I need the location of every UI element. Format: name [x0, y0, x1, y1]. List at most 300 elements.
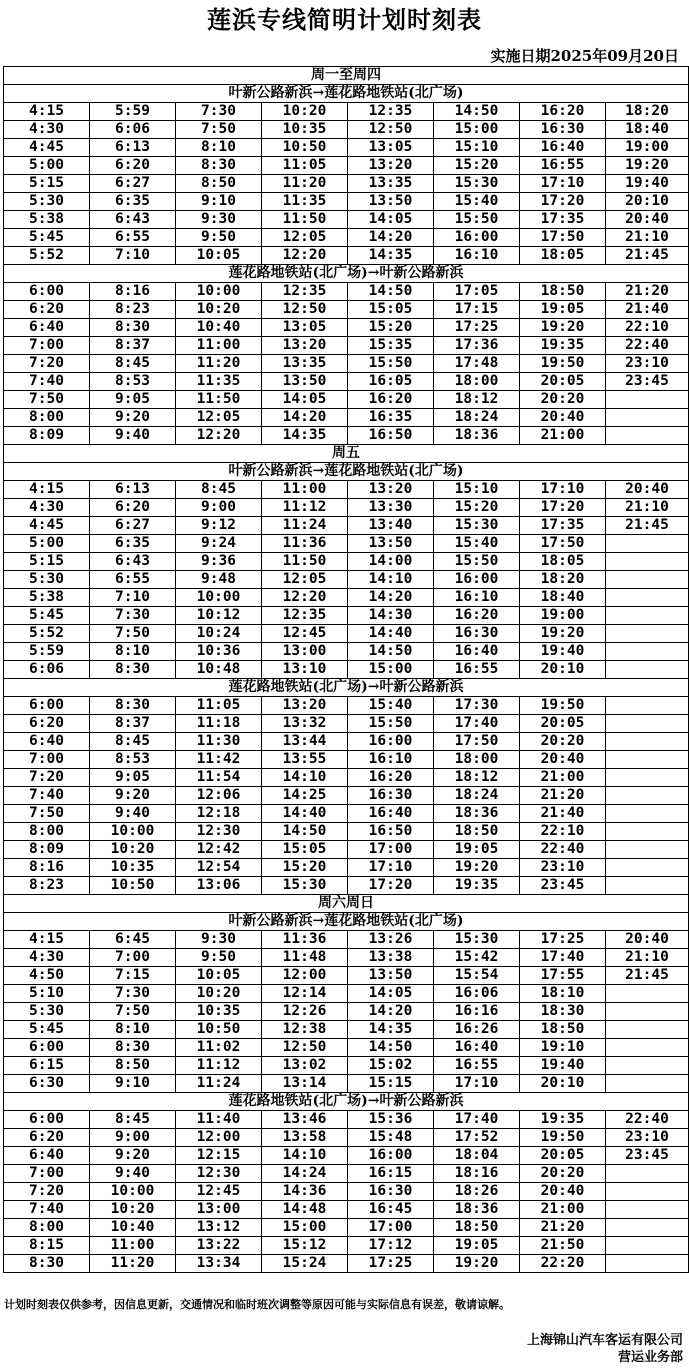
- departure-time-cell: 12:35: [262, 283, 348, 301]
- departure-time-cell: 23:45: [606, 373, 689, 391]
- departure-time-cell: [606, 1003, 689, 1021]
- departure-time-cell: 11:02: [176, 1039, 262, 1057]
- departure-time-cell: 17:40: [520, 949, 606, 967]
- departure-time-cell: 10:40: [90, 1219, 176, 1237]
- departure-time-cell: 6:13: [90, 481, 176, 499]
- departure-time-cell: 12:50: [262, 1039, 348, 1057]
- departure-time-cell: 7:20: [4, 1183, 90, 1201]
- departure-time-cell: 18:24: [434, 409, 520, 427]
- departure-time-cell: 11:50: [262, 553, 348, 571]
- departure-time-cell: 4:15: [4, 481, 90, 499]
- departure-time-cell: 16:40: [520, 139, 606, 157]
- departure-time-cell: 16:10: [348, 751, 434, 769]
- table-row: [4, 1165, 689, 1183]
- departure-time-cell: 7:10: [90, 247, 176, 265]
- departure-time-cell: 10:35: [262, 121, 348, 139]
- departure-time-cell: 5:30: [4, 1003, 90, 1021]
- departure-time-cell: 5:00: [4, 157, 90, 175]
- direction-header-row: [4, 1093, 689, 1111]
- departure-time-cell: 14:35: [348, 247, 434, 265]
- departure-time-cell: 17:55: [520, 967, 606, 985]
- departure-time-cell: 20:40: [520, 1183, 606, 1201]
- table-row: [4, 301, 689, 319]
- departure-time-cell: 13:22: [176, 1237, 262, 1255]
- departure-time-cell: 4:15: [4, 103, 90, 121]
- departure-time-cell: 20:05: [520, 373, 606, 391]
- departure-time-cell: 16:15: [348, 1165, 434, 1183]
- departure-time-cell: 19:35: [520, 337, 606, 355]
- departure-time-cell: 18:05: [520, 553, 606, 571]
- departure-time-cell: 8:30: [176, 157, 262, 175]
- departure-time-cell: 6:40: [4, 319, 90, 337]
- departure-time-cell: 9:48: [176, 571, 262, 589]
- departure-time-cell: [606, 769, 689, 787]
- departure-time-cell: 20:40: [520, 409, 606, 427]
- departure-time-cell: 11:42: [176, 751, 262, 769]
- section-header-row: [4, 445, 689, 463]
- departure-time-cell: 6:43: [90, 553, 176, 571]
- departure-time-cell: 7:50: [90, 1003, 176, 1021]
- departure-time-cell: 16:20: [434, 607, 520, 625]
- departure-time-cell: 13:38: [348, 949, 434, 967]
- departure-time-cell: 10:35: [90, 859, 176, 877]
- departure-time-cell: [606, 1075, 689, 1093]
- departure-time-cell: 17:20: [520, 193, 606, 211]
- departure-time-cell: 15:50: [348, 355, 434, 373]
- departure-time-cell: 13:00: [262, 643, 348, 661]
- departure-time-cell: 23:45: [606, 1147, 689, 1165]
- departure-time-cell: 17:10: [434, 1075, 520, 1093]
- table-row: [4, 823, 689, 841]
- departure-time-cell: 20:20: [520, 733, 606, 751]
- departure-time-cell: 18:36: [434, 805, 520, 823]
- departure-time-cell: 10:12: [176, 607, 262, 625]
- departure-time-cell: 13:46: [262, 1111, 348, 1129]
- departure-time-cell: 10:20: [262, 103, 348, 121]
- departure-time-cell: 11:48: [262, 949, 348, 967]
- departure-time-cell: 13:20: [262, 337, 348, 355]
- departure-time-cell: 10:35: [176, 1003, 262, 1021]
- departure-time-cell: 8:50: [176, 175, 262, 193]
- departure-time-cell: 11:20: [262, 175, 348, 193]
- departure-time-cell: 4:45: [4, 139, 90, 157]
- departure-time-cell: 11:12: [176, 1057, 262, 1075]
- departure-time-cell: 16:20: [520, 103, 606, 121]
- departure-time-cell: 15:24: [262, 1255, 348, 1273]
- departure-time-cell: 12:38: [262, 1021, 348, 1039]
- departure-time-cell: 12:30: [176, 823, 262, 841]
- table-row: [4, 715, 689, 733]
- departure-time-cell: 13:58: [262, 1129, 348, 1147]
- departure-time-cell: 23:10: [606, 355, 689, 373]
- departure-time-cell: 8:53: [90, 373, 176, 391]
- table-row: [4, 553, 689, 571]
- departure-time-cell: 20:05: [520, 715, 606, 733]
- departure-time-cell: 17:50: [434, 733, 520, 751]
- departure-time-cell: 16:35: [348, 409, 434, 427]
- departure-time-cell: 14:50: [262, 823, 348, 841]
- departure-time-cell: 12:05: [262, 571, 348, 589]
- departure-time-cell: 10:40: [176, 319, 262, 337]
- departure-time-cell: 15:10: [434, 139, 520, 157]
- departure-time-cell: 9:40: [90, 805, 176, 823]
- departure-time-cell: 17:10: [520, 481, 606, 499]
- departure-time-cell: 7:00: [4, 751, 90, 769]
- direction-header-row: [4, 679, 689, 697]
- departure-time-cell: 7:30: [90, 985, 176, 1003]
- departure-time-cell: 5:15: [4, 553, 90, 571]
- table-row: [4, 247, 689, 265]
- departure-time-cell: 9:30: [176, 211, 262, 229]
- departure-time-cell: 11:05: [262, 157, 348, 175]
- departure-time-cell: 16:45: [348, 1201, 434, 1219]
- departure-time-cell: 9:20: [90, 787, 176, 805]
- departure-time-cell: 16:30: [348, 1183, 434, 1201]
- departure-time-cell: 20:10: [520, 661, 606, 679]
- departure-time-cell: 21:00: [520, 769, 606, 787]
- departure-time-cell: 21:50: [520, 1237, 606, 1255]
- departure-time-cell: 21:45: [606, 967, 689, 985]
- departure-time-cell: 18:10: [520, 985, 606, 1003]
- departure-time-cell: 8:53: [90, 751, 176, 769]
- table-row: [4, 769, 689, 787]
- departure-time-cell: 17:40: [434, 715, 520, 733]
- departure-time-cell: 18:16: [434, 1165, 520, 1183]
- table-row: [4, 751, 689, 769]
- departure-time-cell: 20:10: [606, 193, 689, 211]
- departure-time-cell: [606, 1057, 689, 1075]
- departure-time-cell: 6:20: [4, 715, 90, 733]
- departure-time-cell: 20:20: [520, 391, 606, 409]
- departure-time-cell: 7:30: [90, 607, 176, 625]
- departure-time-cell: 21:20: [606, 283, 689, 301]
- departure-time-cell: 16:16: [434, 1003, 520, 1021]
- departure-time-cell: [606, 391, 689, 409]
- departure-time-cell: 9:20: [90, 1147, 176, 1165]
- departure-time-cell: 12:35: [262, 607, 348, 625]
- direction-header-row: [4, 463, 689, 481]
- departure-time-cell: 13:50: [348, 967, 434, 985]
- departure-time-cell: 6:40: [4, 733, 90, 751]
- departure-time-cell: 9:24: [176, 535, 262, 553]
- departure-time-cell: 20:20: [520, 1165, 606, 1183]
- departure-time-cell: 17:00: [348, 841, 434, 859]
- departure-time-cell: 19:40: [520, 643, 606, 661]
- departure-time-cell: [606, 571, 689, 589]
- departure-time-cell: 4:30: [4, 949, 90, 967]
- table-row: [4, 1147, 689, 1165]
- departure-time-cell: 21:20: [520, 787, 606, 805]
- departure-time-cell: 10:48: [176, 661, 262, 679]
- departure-time-cell: 17:12: [348, 1237, 434, 1255]
- departure-time-cell: 8:45: [90, 1111, 176, 1129]
- departure-time-cell: 11:18: [176, 715, 262, 733]
- table-row: [4, 1183, 689, 1201]
- departure-time-cell: 9:40: [90, 1165, 176, 1183]
- departure-time-cell: 19:40: [520, 1057, 606, 1075]
- departure-time-cell: 6:45: [90, 931, 176, 949]
- departure-time-cell: 17:20: [348, 877, 434, 895]
- departure-time-cell: 19:05: [434, 1237, 520, 1255]
- departure-time-cell: 14:40: [262, 805, 348, 823]
- departure-time-cell: [606, 1039, 689, 1057]
- departure-time-cell: 10:20: [176, 985, 262, 1003]
- departure-time-cell: 13:20: [262, 697, 348, 715]
- departure-time-cell: 7:20: [4, 769, 90, 787]
- departure-time-cell: 12:20: [262, 589, 348, 607]
- departure-time-cell: 8:50: [90, 1057, 176, 1075]
- departure-time-cell: 6:20: [90, 499, 176, 517]
- departure-time-cell: 8:37: [90, 337, 176, 355]
- departure-time-cell: 21:40: [606, 301, 689, 319]
- departure-time-cell: 17:52: [434, 1129, 520, 1147]
- departure-time-cell: 7:40: [4, 373, 90, 391]
- company-block: [527, 1332, 683, 1366]
- departure-time-cell: 13:30: [348, 499, 434, 517]
- departure-time-cell: 14:35: [262, 427, 348, 445]
- departure-time-cell: 6:55: [90, 229, 176, 247]
- timetable-body: [4, 67, 689, 1273]
- departure-time-cell: 8:00: [4, 409, 90, 427]
- departure-time-cell: 21:40: [520, 805, 606, 823]
- departure-time-cell: 19:10: [520, 1039, 606, 1057]
- departure-time-cell: 19:40: [606, 175, 689, 193]
- departure-time-cell: 13:50: [348, 193, 434, 211]
- departure-time-cell: 23:10: [606, 1129, 689, 1147]
- departure-time-cell: 13:20: [348, 157, 434, 175]
- departure-time-cell: 18:05: [520, 247, 606, 265]
- departure-time-cell: 16:26: [434, 1021, 520, 1039]
- departure-time-cell: 18:50: [434, 1219, 520, 1237]
- table-row: [4, 967, 689, 985]
- departure-time-cell: 13:44: [262, 733, 348, 751]
- departure-time-cell: 18:30: [520, 1003, 606, 1021]
- departure-time-cell: 12:54: [176, 859, 262, 877]
- departure-time-cell: 11:00: [176, 337, 262, 355]
- table-row: [4, 337, 689, 355]
- section-header-row: [4, 895, 689, 913]
- departure-time-cell: 20:40: [606, 211, 689, 229]
- departure-time-cell: 16:50: [348, 823, 434, 841]
- departure-time-cell: 9:50: [176, 949, 262, 967]
- departure-time-cell: 13:05: [348, 139, 434, 157]
- departure-time-cell: 17:50: [520, 535, 606, 553]
- departure-time-cell: 5:52: [4, 625, 90, 643]
- departure-time-cell: 17:25: [520, 931, 606, 949]
- departure-time-cell: 10:00: [176, 589, 262, 607]
- departure-time-cell: 8:09: [4, 427, 90, 445]
- departure-time-cell: 9:30: [176, 931, 262, 949]
- direction-header: 莲花路地铁站(北广场)→叶新公路新浜: [4, 679, 689, 697]
- departure-time-cell: [606, 823, 689, 841]
- departure-time-cell: 18:50: [520, 1021, 606, 1039]
- table-row: [4, 499, 689, 517]
- departure-time-cell: [606, 1165, 689, 1183]
- departure-time-cell: [606, 643, 689, 661]
- departure-time-cell: [606, 751, 689, 769]
- departure-time-cell: 7:20: [4, 355, 90, 373]
- departure-time-cell: 7:15: [90, 967, 176, 985]
- departure-time-cell: 12:00: [176, 1129, 262, 1147]
- departure-time-cell: 9:12: [176, 517, 262, 535]
- table-row: [4, 517, 689, 535]
- departure-time-cell: 18:00: [434, 373, 520, 391]
- departure-time-cell: 19:00: [606, 139, 689, 157]
- departure-time-cell: 19:05: [520, 301, 606, 319]
- departure-time-cell: 22:10: [606, 319, 689, 337]
- departure-time-cell: 11:40: [176, 1111, 262, 1129]
- departure-time-cell: 12:30: [176, 1165, 262, 1183]
- section-header: 周六周日: [4, 895, 689, 913]
- section-header: 周五: [4, 445, 689, 463]
- departure-time-cell: 6:30: [4, 1075, 90, 1093]
- departure-time-cell: 15:20: [262, 859, 348, 877]
- departure-time-cell: 16:55: [434, 661, 520, 679]
- departure-time-cell: 5:45: [4, 229, 90, 247]
- departure-time-cell: 18:26: [434, 1183, 520, 1201]
- departure-time-cell: 17:36: [434, 337, 520, 355]
- departure-time-cell: 9:00: [90, 1129, 176, 1147]
- departure-time-cell: 12:20: [176, 427, 262, 445]
- departure-time-cell: 12:15: [176, 1147, 262, 1165]
- departure-time-cell: 4:15: [4, 931, 90, 949]
- departure-time-cell: 4:30: [4, 121, 90, 139]
- departure-time-cell: 17:40: [434, 1111, 520, 1129]
- table-row: [4, 139, 689, 157]
- table-row: [4, 1111, 689, 1129]
- direction-header: 莲花路地铁站(北广场)→叶新公路新浜: [4, 1093, 689, 1111]
- departure-time-cell: 14:05: [348, 985, 434, 1003]
- departure-time-cell: [606, 625, 689, 643]
- departure-time-cell: 15:10: [434, 481, 520, 499]
- departure-time-cell: 20:05: [520, 1147, 606, 1165]
- departure-time-cell: 9:50: [176, 229, 262, 247]
- departure-time-cell: 13:55: [262, 751, 348, 769]
- departure-time-cell: 18:12: [434, 769, 520, 787]
- departure-time-cell: 14:10: [348, 571, 434, 589]
- departure-time-cell: 18:40: [520, 589, 606, 607]
- table-row: [4, 589, 689, 607]
- departure-time-cell: 5:38: [4, 589, 90, 607]
- table-row: [4, 409, 689, 427]
- departure-time-cell: 4:30: [4, 499, 90, 517]
- departure-time-cell: 17:50: [520, 229, 606, 247]
- departure-time-cell: 17:05: [434, 283, 520, 301]
- departure-time-cell: 6:40: [4, 1147, 90, 1165]
- departure-time-cell: 16:00: [434, 229, 520, 247]
- departure-time-cell: 14:20: [348, 589, 434, 607]
- departure-time-cell: 14:10: [262, 1147, 348, 1165]
- departure-time-cell: 21:10: [606, 499, 689, 517]
- departure-time-cell: 19:20: [606, 157, 689, 175]
- departure-time-cell: 21:00: [520, 427, 606, 445]
- departure-time-cell: 16:30: [520, 121, 606, 139]
- departure-time-cell: 12:00: [262, 967, 348, 985]
- departure-time-cell: 15:42: [434, 949, 520, 967]
- departure-time-cell: 9:10: [176, 193, 262, 211]
- departure-time-cell: 13:00: [176, 1201, 262, 1219]
- departure-time-cell: 21:10: [606, 229, 689, 247]
- departure-time-cell: 8:45: [90, 733, 176, 751]
- departure-time-cell: 17:35: [520, 517, 606, 535]
- departure-time-cell: 13:35: [348, 175, 434, 193]
- departure-time-cell: 14:05: [348, 211, 434, 229]
- departure-time-cell: 9:36: [176, 553, 262, 571]
- departure-time-cell: 19:20: [434, 1255, 520, 1273]
- departure-time-cell: [606, 715, 689, 733]
- departure-time-cell: 7:50: [90, 625, 176, 643]
- departure-time-cell: [606, 841, 689, 859]
- departure-time-cell: 16:55: [520, 157, 606, 175]
- departure-time-cell: 8:09: [4, 841, 90, 859]
- departure-time-cell: 7:10: [90, 589, 176, 607]
- departure-time-cell: 19:50: [520, 355, 606, 373]
- departure-time-cell: 15:05: [262, 841, 348, 859]
- departure-time-cell: 22:40: [606, 1111, 689, 1129]
- departure-time-cell: 18:04: [434, 1147, 520, 1165]
- direction-header: 叶新公路新浜→莲花路地铁站(北广场): [4, 85, 689, 103]
- departure-time-cell: 21:20: [520, 1219, 606, 1237]
- departure-time-cell: 14:50: [348, 1039, 434, 1057]
- departure-time-cell: 14:00: [348, 553, 434, 571]
- departure-time-cell: 5:15: [4, 175, 90, 193]
- departure-time-cell: 8:30: [90, 319, 176, 337]
- departure-time-cell: 22:20: [520, 1255, 606, 1273]
- departure-time-cell: 11:20: [90, 1255, 176, 1273]
- departure-time-cell: 21:10: [606, 949, 689, 967]
- departure-time-cell: 12:18: [176, 805, 262, 823]
- departure-time-cell: [606, 427, 689, 445]
- departure-time-cell: 18:20: [520, 571, 606, 589]
- departure-time-cell: 10:00: [176, 283, 262, 301]
- departure-time-cell: [606, 1021, 689, 1039]
- table-row: [4, 859, 689, 877]
- departure-time-cell: 20:40: [606, 931, 689, 949]
- departure-time-cell: 12:20: [262, 247, 348, 265]
- departure-time-cell: 14:20: [262, 409, 348, 427]
- departure-time-cell: 4:45: [4, 517, 90, 535]
- table-row: [4, 931, 689, 949]
- departure-time-cell: 13:40: [348, 517, 434, 535]
- departure-time-cell: 16:40: [434, 1039, 520, 1057]
- departure-time-cell: 13:34: [176, 1255, 262, 1273]
- departure-time-cell: 15:40: [348, 697, 434, 715]
- departure-time-cell: 17:00: [348, 1219, 434, 1237]
- departure-time-cell: 18:36: [434, 427, 520, 445]
- departure-time-cell: 6:00: [4, 283, 90, 301]
- table-row: [4, 373, 689, 391]
- departure-time-cell: 17:15: [434, 301, 520, 319]
- departure-time-cell: 23:10: [520, 859, 606, 877]
- departure-time-cell: 7:40: [4, 787, 90, 805]
- departure-time-cell: 13:06: [176, 877, 262, 895]
- departure-time-cell: 16:20: [348, 769, 434, 787]
- departure-time-cell: 11:05: [176, 697, 262, 715]
- departure-time-cell: 8:00: [4, 823, 90, 841]
- departure-time-cell: 10:20: [90, 841, 176, 859]
- departure-time-cell: 10:50: [262, 139, 348, 157]
- direction-header: 叶新公路新浜→莲花路地铁站(北广场): [4, 913, 689, 931]
- timetable: [3, 66, 689, 1273]
- departure-time-cell: 17:20: [520, 499, 606, 517]
- departure-time-cell: 8:30: [4, 1255, 90, 1273]
- table-row: [4, 949, 689, 967]
- departure-time-cell: [606, 859, 689, 877]
- departure-time-cell: 8:30: [90, 661, 176, 679]
- departure-time-cell: 6:35: [90, 193, 176, 211]
- departure-time-cell: 15:40: [434, 535, 520, 553]
- departure-time-cell: 15:36: [348, 1111, 434, 1129]
